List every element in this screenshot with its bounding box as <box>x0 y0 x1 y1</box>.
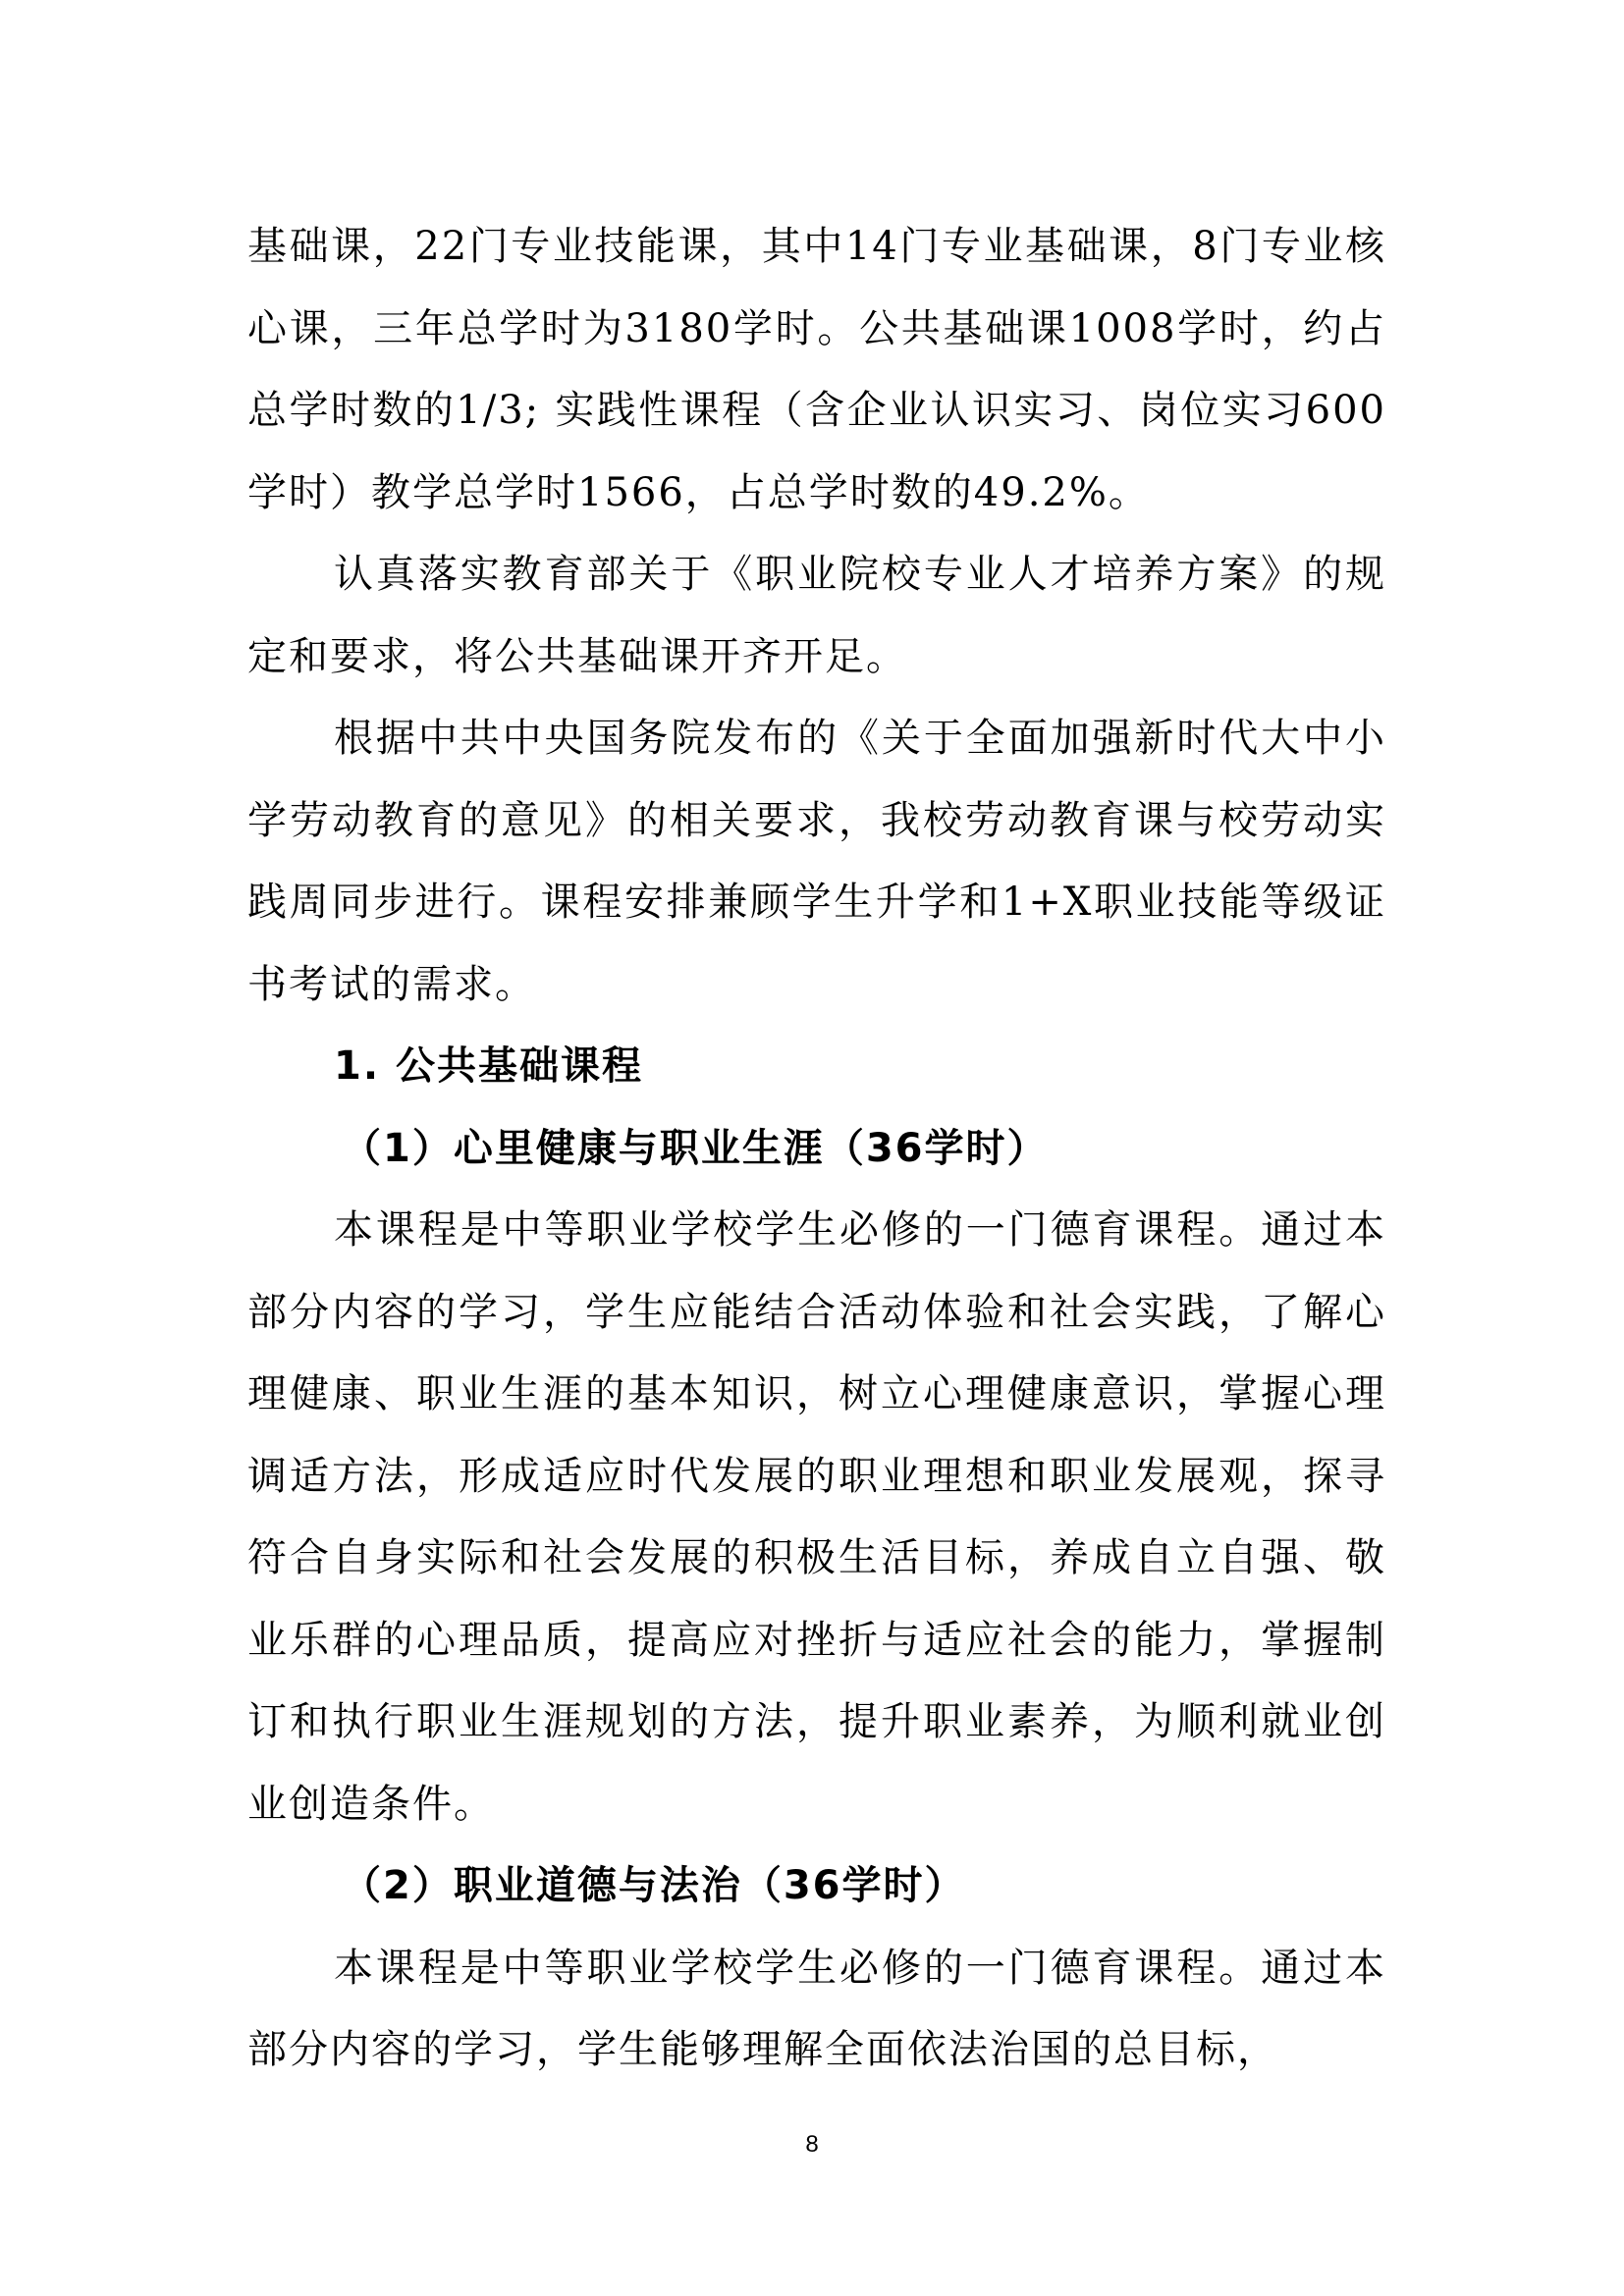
page-number: 8 <box>805 2131 819 2158</box>
paragraph-labor-education: 根据中共中央国务院发布的《关于全面加强新时代大中小学劳动教育的意见》的相关要求，我校劳动教育课与校劳动实践周同步进行。课程安排兼顾学生升学和1+X职业技能等级证书考试的需求。 <box>247 716 1386 1007</box>
heading-mental-health-career: （1）心里健康与职业生涯（36学时） <box>342 1125 1049 1171</box>
heading-public-foundation-courses: 1. 公共基础课程 <box>334 1043 643 1089</box>
paragraph-ministry-requirements: 认真落实教育部关于《职业院校专业人才培养方案》的规定和要求，将公共基础课开齐开足。 <box>247 552 1386 679</box>
paragraph-mental-health-career: 本课程是中等职业学校学生必修的一门德育课程。通过本部分内容的学习，学生应能结合活动体验和社会实践，了解心理健康、职业生涯的基本知识，树立心理健康意识，掌握心理调适方法，形成适应时代发展的职业理想和职业发展观，探寻符合自身实际和社会发展的积极生活目标，养成自立自强、敬业乐群的心理品质，提高应对挫折与适应社会的能力，掌握制订和执行职业生涯规划的方法，提升职业素养，为顺利就业创业创造条件。 <box>247 1207 1386 1827</box>
heading-ethics-and-law: （2）职业道德与法治（36学时） <box>342 1863 966 1908</box>
page-body <box>247 206 1386 2092</box>
paragraph-ethics-and-law: 本课程是中等职业学校学生必修的一门德育课程。通过本部分内容的学习，学生能够理解全面依法治国的总目标， <box>247 1945 1386 2072</box>
paragraph-course-summary: 基础课，22门专业技能课，其中14门专业基础课，8门专业核心课，三年总学时为3180学时。公共基础课1008学时，约占总学时数的1/3; 实践性课程（含企业认识实习、岗位实习600学时）教学总学时1566，占总学时数的49.2%。 <box>247 224 1386 515</box>
